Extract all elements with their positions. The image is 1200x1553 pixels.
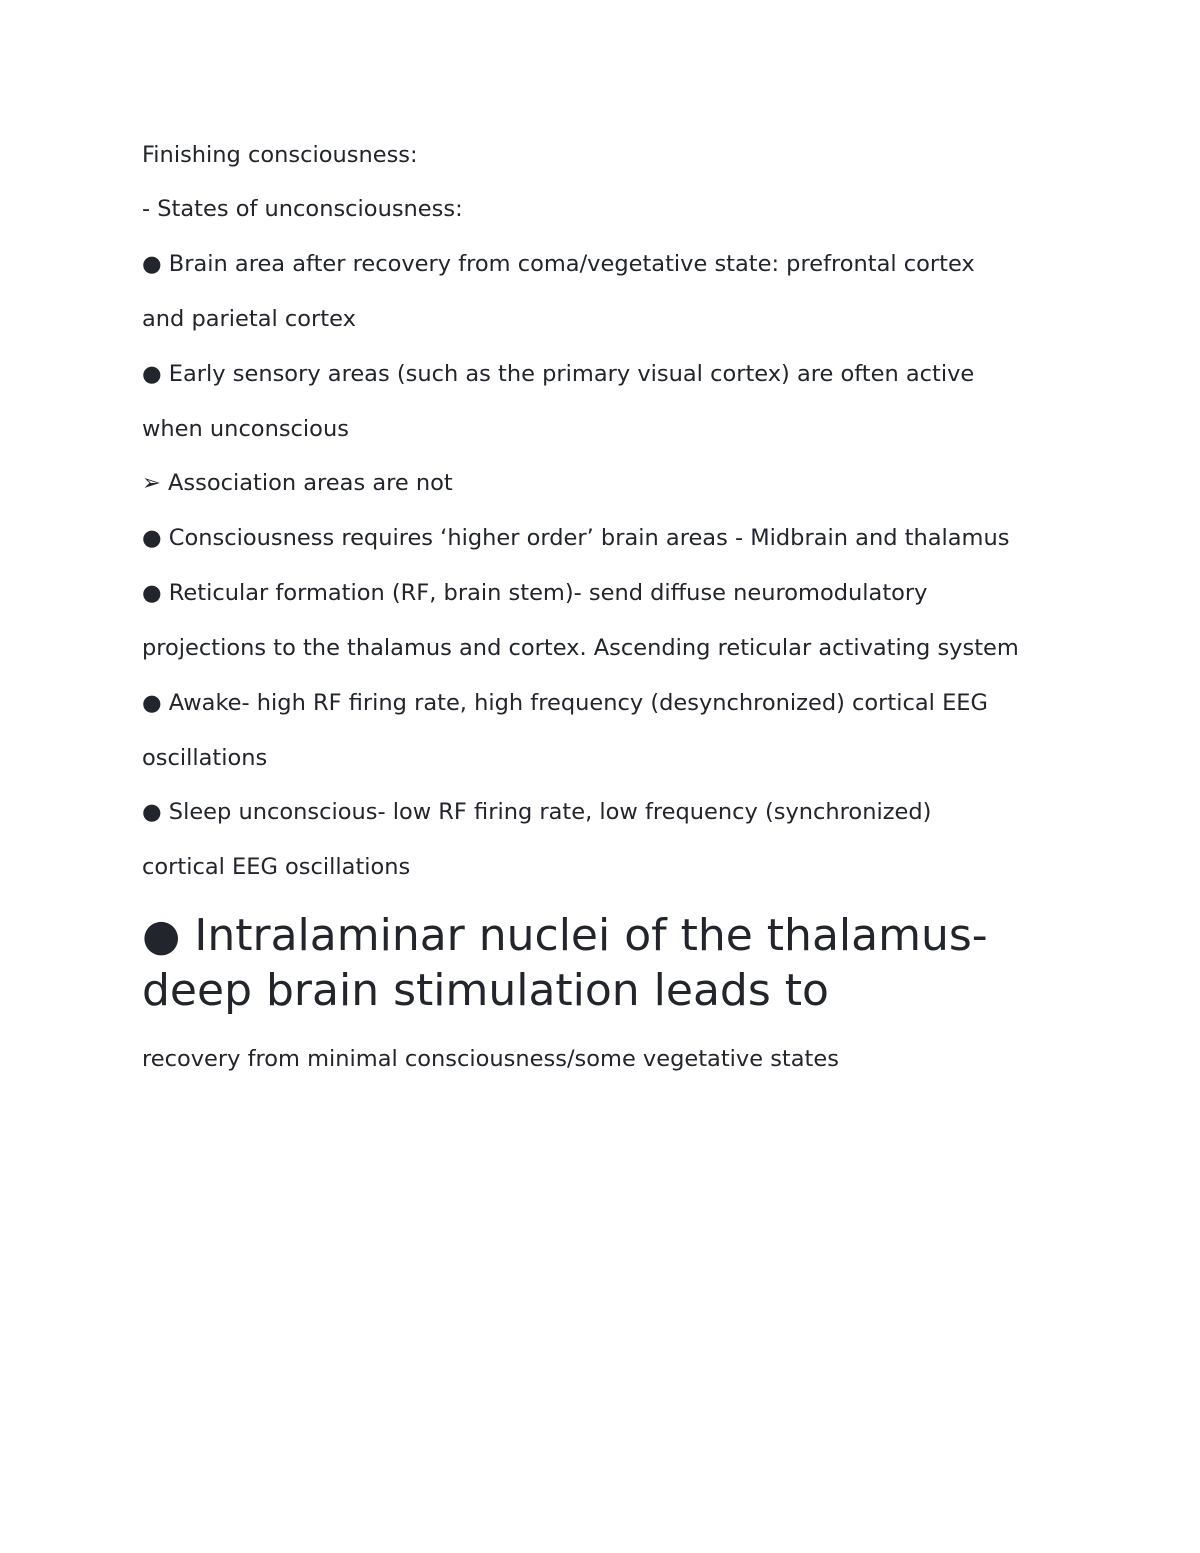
text-line: - States of unconsciousness: (142, 196, 463, 222)
text-line: ➢ Association areas are not (142, 470, 453, 496)
text-line: ● Early sensory areas (such as the primary visual cortex) are often active (142, 361, 975, 387)
text-line: and parietal cortex (142, 306, 356, 332)
heading-line: deep brain stimulation leads to (142, 965, 829, 1016)
text-line: ● Awake- high RF firing rate, high frequency (desynchronized) cortical EEG (142, 690, 988, 716)
text-line: recovery from minimal consciousness/some vegetative states (142, 1046, 839, 1072)
text-line: ● Sleep unconscious- low RF firing rate, low frequency (synchronized) (142, 799, 932, 825)
text-line: projections to the thalamus and cortex. Ascending reticular activating system (142, 635, 1019, 661)
text-line: Finishing consciousness: (142, 142, 418, 168)
text-line: ● Reticular formation (RF, brain stem)- send diffuse neuromodulatory (142, 580, 928, 606)
text-line: when unconscious (142, 416, 349, 442)
heading-line: ● Intralaminar nuclei of the thalamus- (142, 910, 988, 961)
text-line: cortical EEG oscillations (142, 854, 411, 880)
text-line: ● Brain area after recovery from coma/vegetative state: prefrontal cortex (142, 251, 975, 277)
text-line: oscillations (142, 745, 268, 771)
text-line: ● Consciousness requires ‘higher order’ brain areas - Midbrain and thalamus (142, 525, 1010, 551)
